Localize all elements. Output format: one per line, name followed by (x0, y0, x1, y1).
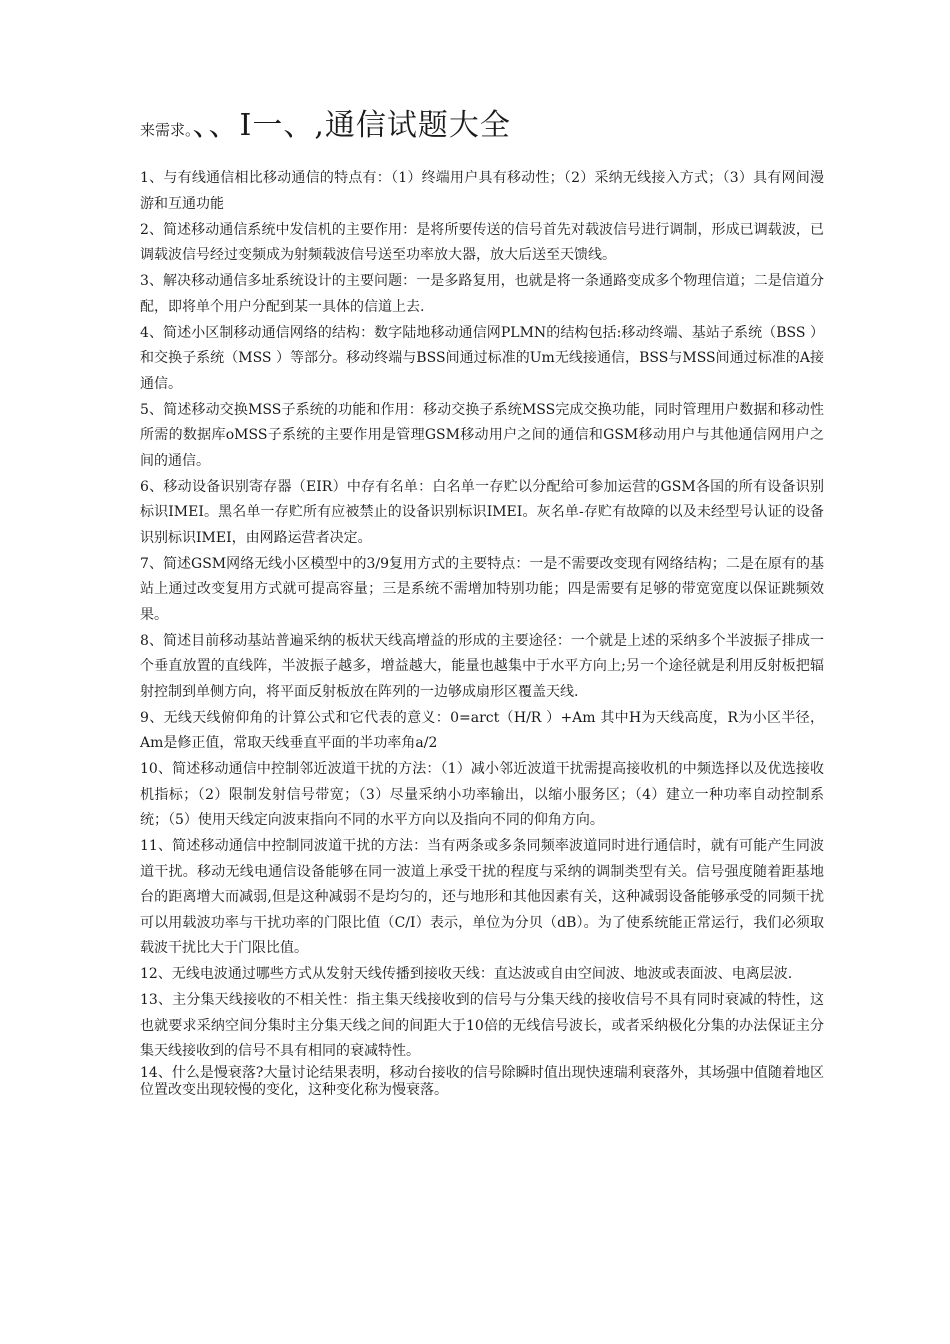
paragraph-1: 1、与有线通信相比移动通信的特点有：（1）终端用户具有移动性；（2）采纳无线接入方式；（3）具有网间漫游和互通功能 (140, 170, 824, 212)
paragraph-6: 6、移动设备识别寄存器（EIR）中存有名单：白名单一存贮以分配给可参加运营的GSM各国的所有设备识别标识IMEI。黑名单一存贮所有应被禁止的设备识别标识IMEI。灰名单-存贮有故障的以及未经型号认证的设备识别标识IMEI，由网路运营者决定。 (140, 478, 824, 546)
paragraph-4: 4、简述小区制移动通信网络的结构：数字陆地移动通信网PLMN的结构包括:移动终端、基站子系统（BSS ）和交换子系统（MSS ）等部分。移动终端与BSS间通过标准的Um无线接通信，BSS与MSS间通过标准的A接通信。 (140, 324, 824, 392)
document-title (140, 100, 840, 144)
paragraph-3: 3、解决移动通信多址系统设计的主要问题：一是多路复用，也就是将一条通路变成多个物理信道；二是信道分配，即将单个用户分配到某一具体的信道上去. (140, 273, 824, 315)
paragraph-5: 5、简述移动交换MSS子系统的功能和作用：移动交换子系统MSS完成交换功能，同时管理用户数据和移动性所需的数据库oMSS子系统的主要作用是管理GSM移动用户之间的通信和GSM移动用户与其他通信网用户之间的通信。 (140, 401, 824, 469)
title-prefix: 来需求。 (140, 121, 193, 139)
paragraph-11: 11、简述移动通信中控制同波道干扰的方法：当有两条或多条同频率波道同时进行通信时，就有可能产生同波道干扰。移动无线电通信设备能够在同一波道上承受干扰的程度与采纳的调制类型有关。信号强度随着距基地台的距离增大而减弱,但是这种减弱不是均匀的，还与地形和其他因素有关，这种减弱设备能够承受的同频干扰可以用载波功率与干扰功率的门限比值（C/I）表示，单位为分贝（dB）。为了使系统能正常运行，我们必须取载波干扰比大于门限比值。 (140, 838, 824, 956)
paragraph-7: 7、简述GSM网络无线小区模型中的3/9复用方式的主要特点：一是不需要改变现有网络结构；二是在原有的基站上通过改变复用方式就可提高容量；三是系统不需增加特别功能；四是需要有足够的带宽宽度以保证跳频效果。 (140, 555, 824, 623)
paragraph-8: 8、简述目前移动基站普遍采纳的板状天线高增益的形成的主要途径：一个就是上述的采纳多个半波振子排成一个垂直放置的直线阵，半波振子越多，增益越大，能量也越集中于水平方向上;另一个途径就是利用反射板把辐射控制到单侧方向，将平面反射板放在阵列的一边够成扇形区覆盖天线. (140, 632, 824, 700)
title-main: 、、Ⅰ一、,通信试题大全 (192, 108, 511, 143)
paragraph-13: 13、主分集天线接收的不相关性：指主集天线接收到的信号与分集天线的接收信号不具有同时衰减的特性，这也就要求采纳空间分集时主分集天线之间的间距大于10倍的无线信号波长，或者采纳极化分集的办法保证主分集天线接收到的信号不具有相同的衰减特性。 (140, 992, 824, 1059)
paragraph-12: 12、无线电波通过哪些方式从发射天线传播到接收天线：直达波或自由空间波、地波或表面波、电离层波. (140, 966, 793, 982)
paragraph-9: 9、无线天线俯仰角的计算公式和它代表的意义：0=arct（H/R ）+Am 其中H为天线高度，R为小区半径，Am是修正值，常取天线垂直平面的半功率角a/2 (140, 709, 824, 751)
paragraph-2: 2、简述移动通信系统中发信机的主要作用：是将所要传送的信号首先对载波信号进行调制，形成已调载波，已调载波信号经过变频成为射频载波信号送至功率放大器，放大后送至天馈线。 (140, 221, 824, 263)
paragraph-14: 14、什么是慢衰落?大量讨论结果表明，移动台接收的信号除瞬时值出现快速瑞利衰落外，其场强中值随着地区位置改变出现较慢的变化，这种变化称为慢衰落。 (140, 1065, 824, 1098)
paragraph-10: 10、简述移动通信中控制邻近波道干扰的方法：（1）减小邻近波道干扰需提高接收机的中频选择以及优选接收机指标；（2）限制发射信号带宽；（3）尽量采纳小功率输出，以缩小服务区；（4）建立一种功率自动控制系统；（5）使用天线定向波束指向不同的水平方向以及指向不同的仰角方向。 (140, 761, 824, 828)
document-body (140, 166, 824, 1100)
